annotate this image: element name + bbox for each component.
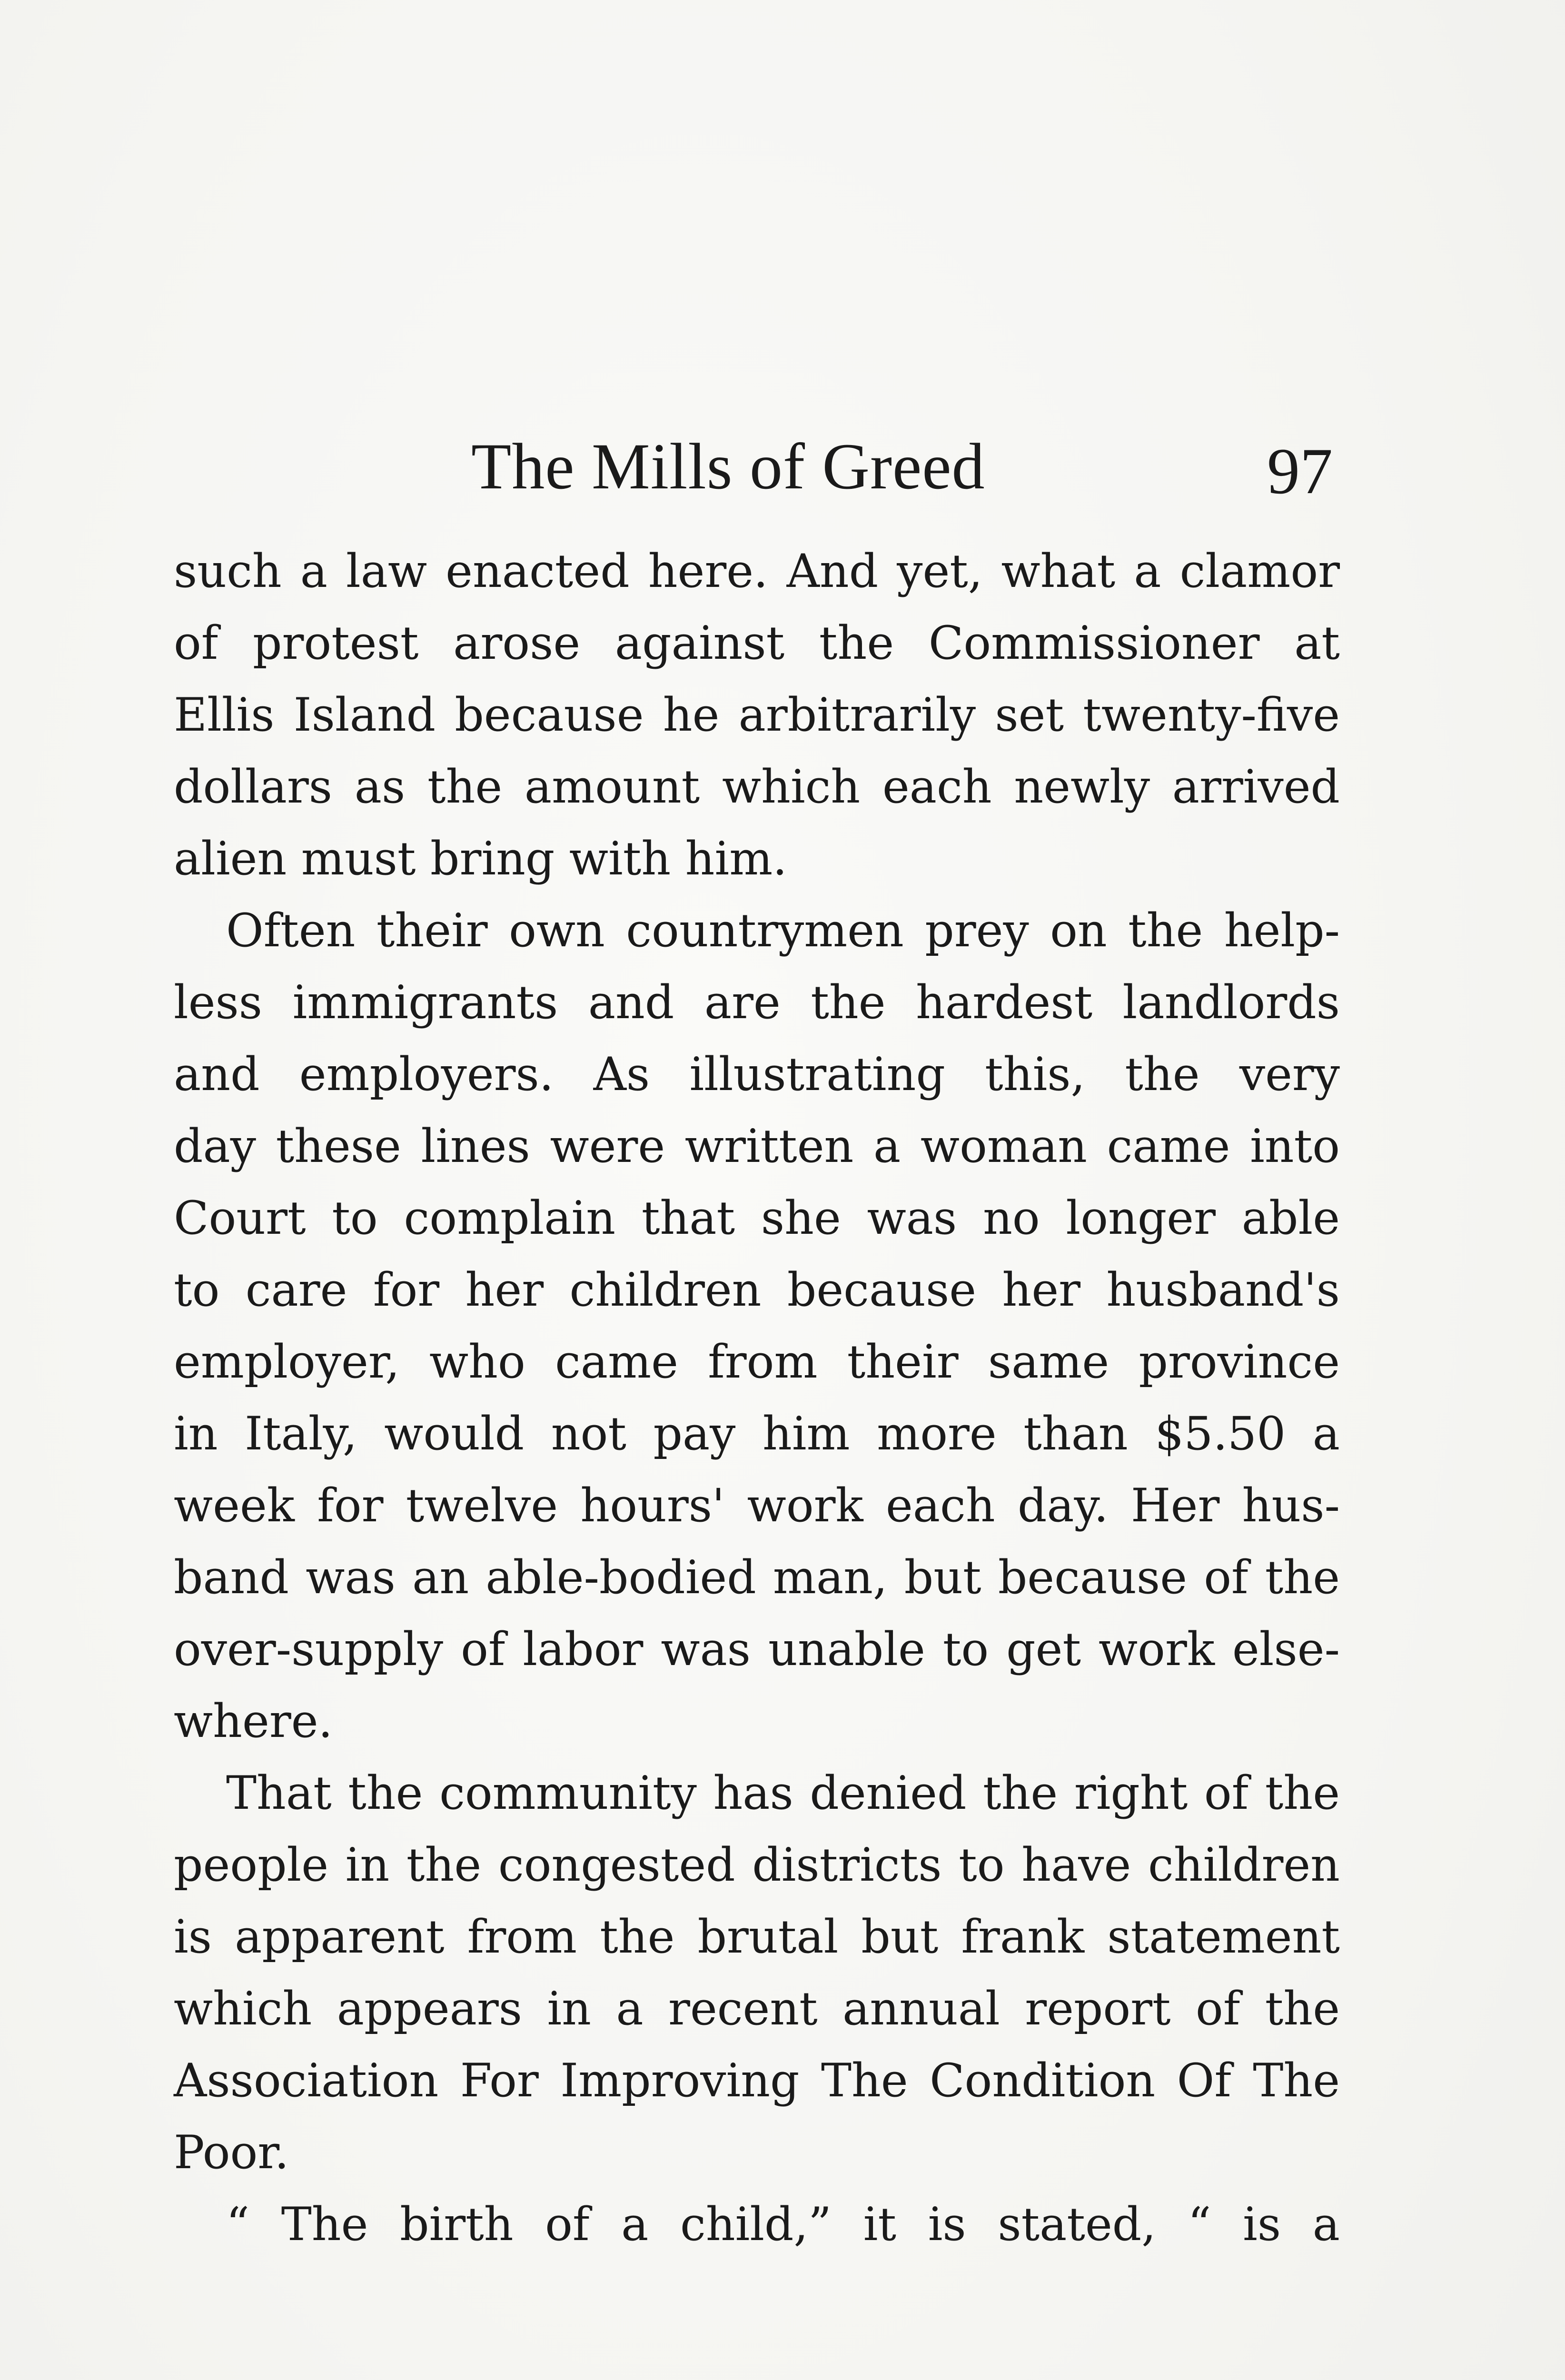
text-line: Often their own countrymen prey on the help- — [226, 904, 1340, 957]
text-line: “ The birth of a child,” it is stated, “ is a — [226, 2198, 1340, 2251]
text-line: is apparent from the brutal but frank statement — [174, 1910, 1340, 1964]
text-line: Poor. — [174, 2126, 289, 2179]
text-line: to care for her children because her husband's — [174, 1263, 1340, 1317]
text-line: employer, who came from their same province — [174, 1335, 1340, 1388]
text-line: of protest arose against the Commissioner at — [174, 616, 1340, 670]
text-line: Ellis Island because he arbitrarily set twenty-five — [174, 688, 1340, 742]
text-line: Court to complain that she was no longer able — [174, 1191, 1340, 1245]
text-line: day these lines were written a woman came into — [174, 1120, 1340, 1173]
text-line: week for twelve hours' work each day. Her hus- — [174, 1479, 1340, 1532]
text-line: That the community has denied the right of the — [226, 1766, 1340, 1820]
running-head — [471, 419, 1333, 514]
page-number: 97 — [1267, 435, 1333, 507]
text-line: band was an able-bodied man, but because of the — [174, 1551, 1340, 1604]
text-line: and employers. As illustrating this, the very — [174, 1048, 1340, 1101]
text-line: over-supply of labor was unable to get work else- — [174, 1623, 1340, 1676]
text-line: where. — [174, 1695, 333, 1748]
text-line: which appears in a recent annual report of the — [174, 1982, 1340, 2035]
running-head-title: The Mills of Greed — [471, 430, 985, 503]
text-line: such a law enacted here. And yet, what a clamor — [174, 545, 1340, 598]
text-line: in Italy, would not pay him more than $5.50 a — [174, 1407, 1340, 1460]
text-line: people in the congested districts to have children — [174, 1838, 1340, 1892]
text-line: dollars as the amount which each newly arrived — [174, 760, 1340, 813]
text-line: Association For Improving The Condition Of The — [174, 2054, 1340, 2107]
text-line: less immigrants and are the hardest landlords — [174, 976, 1340, 1029]
body-text — [174, 536, 1340, 2273]
text-line: alien must bring with him. — [174, 832, 787, 885]
